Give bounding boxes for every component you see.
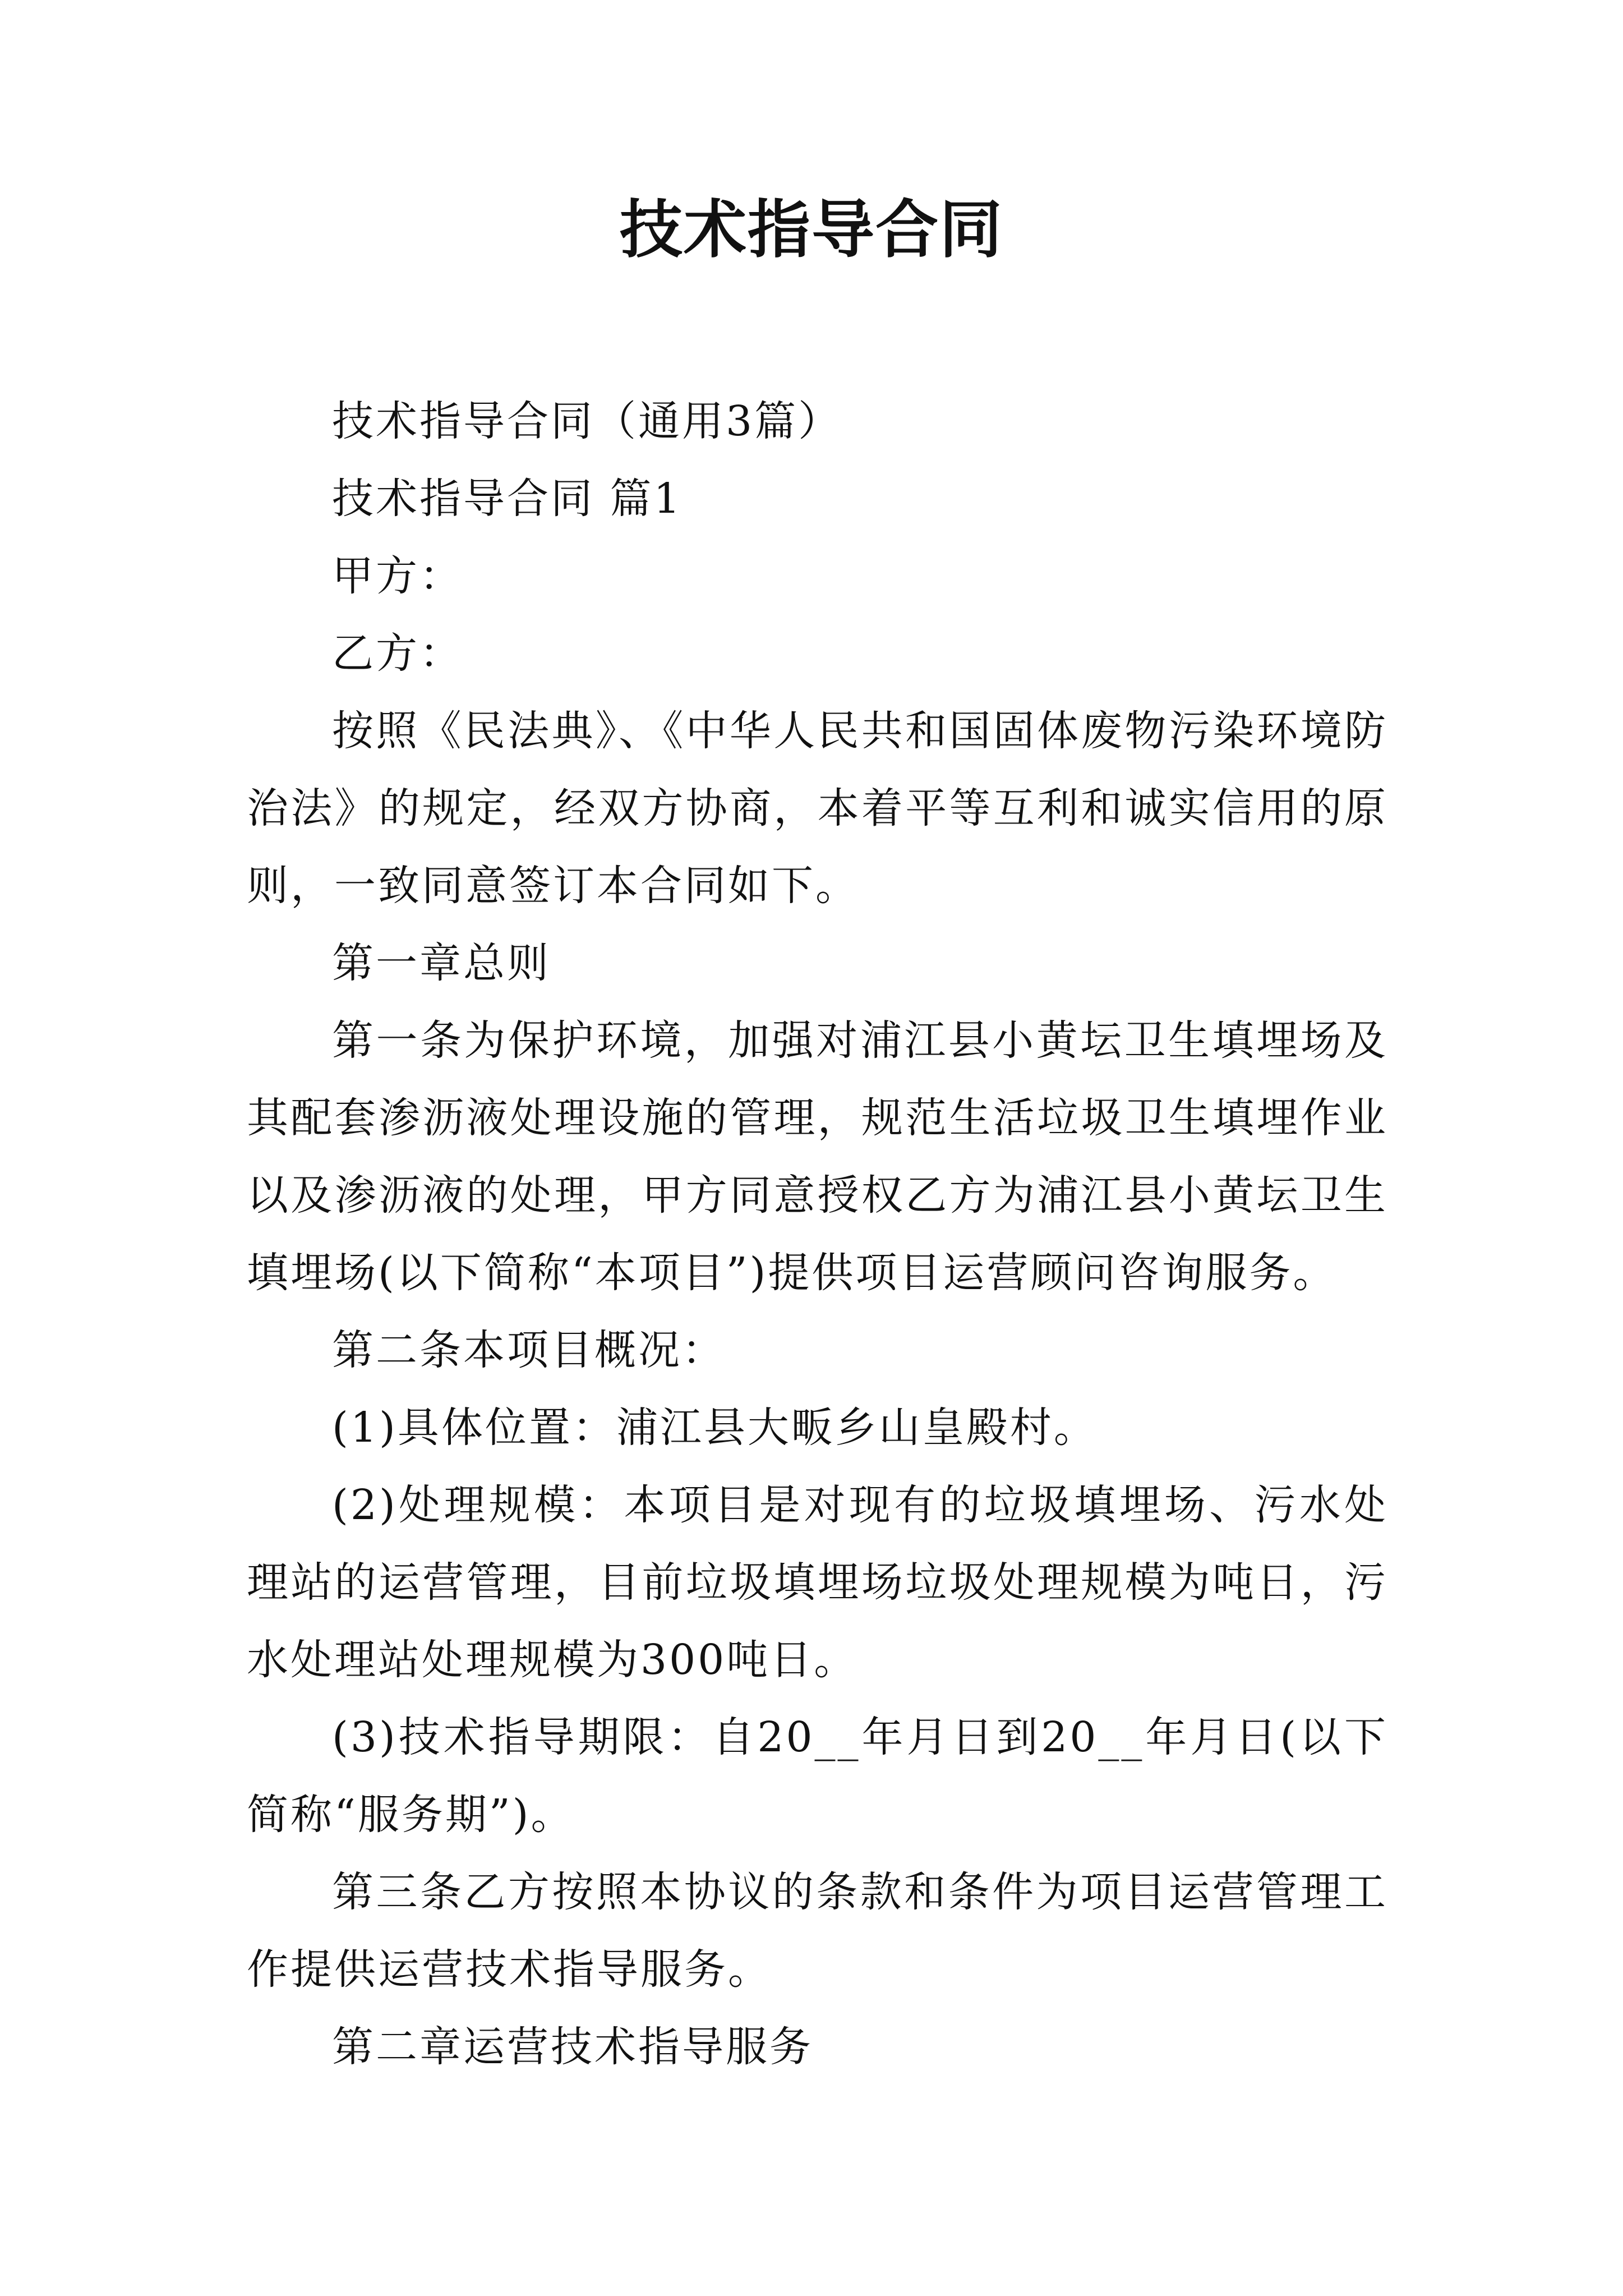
- list-item-paragraph: (3)技术指导期限：自20__年月日到20__年月日(以下简称“服务期”)。: [247, 1713, 1388, 1839]
- article-paragraph: 第三条乙方按照本协议的条款和条件为项目运营管理工作提供运营技术指导服务。: [247, 1868, 1388, 1994]
- chapter-heading: 第二章运营技术指导服务: [332, 2023, 813, 2071]
- section-heading: 技术指导合同 篇1: [332, 475, 683, 523]
- party-a-label: 甲方：: [332, 552, 463, 600]
- party-b-label: 乙方：: [332, 629, 463, 678]
- document-title: 技术指导合同: [620, 194, 1003, 266]
- document-body: [247, 383, 1388, 2086]
- chapter-heading: 第一章总则: [332, 939, 551, 987]
- article-paragraph: 第二条本项目概况：: [332, 1326, 726, 1374]
- list-item-paragraph: (1)具体位置：浦江县大畈乡山皇殿村。: [332, 1404, 1098, 1452]
- article-paragraph: 第一条为保护环境，加强对浦江县小黄坛卫生填埋场及其配套渗沥液处理设施的管理，规范生活垃圾卫生填埋作业以及渗沥液的处理，甲方同意授权乙方为浦江县小黄坛卫生填埋场(以下简称“本项目”)提供项目运营顾问咨询服务。: [247, 1016, 1388, 1297]
- subtitle-paragraph: 技术指导合同（通用3篇）: [332, 397, 842, 445]
- preamble-paragraph: 按照《民法典》、《中华人民共和国固体废物污染环境防治法》的规定，经双方协商，本着平等互利和诚实信用的原则，一致同意签订本合同如下。: [247, 707, 1388, 910]
- list-item-paragraph: (2)处理规模：本项目是对现有的垃圾填埋场、污水处理站的运营管理，目前垃圾填埋场垃圾处理规模为吨日，污水处理站处理规模为300吨日。: [247, 1481, 1388, 1684]
